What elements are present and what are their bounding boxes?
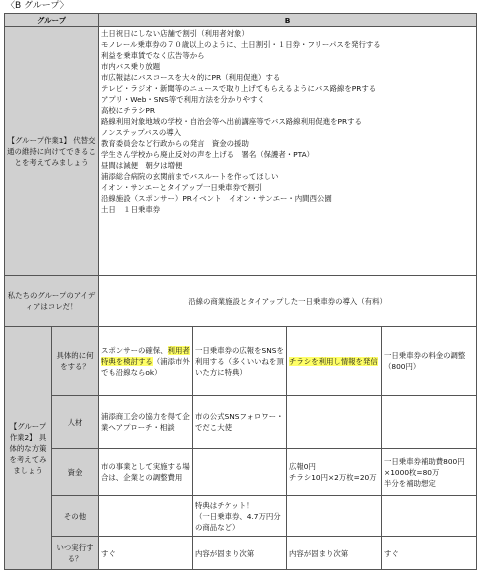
- what-cell-3: [287, 327, 382, 396]
- header-group-name: B: [99, 14, 477, 27]
- task1-item: テレビ・ラジオ・新聞等のニュースで取り上げてもらえるようにバス路線をPRする: [101, 84, 377, 93]
- what-cell-4: 一日乗車券の料金の調整（800円）: [382, 327, 477, 396]
- header-row: [5, 14, 477, 27]
- task2-row-what: [5, 327, 477, 396]
- task2-row-when: [5, 537, 477, 570]
- task1-item: 市内バス乗り放題: [101, 62, 161, 71]
- task1-item: 沿線施設（スポンサー）PRイベント イオン・サンエー・内間西公園: [101, 194, 332, 203]
- task1-item: 土日祝日にしない店舗で割引（利用者対象）: [101, 29, 249, 38]
- other-cell-3: [287, 496, 382, 537]
- what-cell-3-highlight: チラシを利用し情報を発信: [289, 356, 378, 366]
- row-label-when: いつ実行する？: [52, 537, 99, 570]
- task1-item: 浦添総合病院の玄関前までバスルートを作ってほしい: [101, 172, 279, 181]
- other-cell-4: [382, 496, 477, 537]
- task1-item: 昼間は減便 朝夕は増便: [101, 161, 183, 170]
- other-cell-2: 特典はチケット！ （一日乗車券、4.7万円分の商品など）: [193, 496, 287, 537]
- task2-row-other: [5, 496, 477, 537]
- people-cell-3: [287, 396, 382, 449]
- task1-item: 学生さん学校から廃止反対の声を上げる 署名（保護者・PTA）: [101, 150, 315, 159]
- task1-label: 【グループ作業1】 代替交通の維持に向けてできることを考えてみましょう: [5, 27, 99, 276]
- other-cell-1: [99, 496, 193, 537]
- funds-cell-4: 一日乗車券補助費800円×1000枚=80万 半分を補助想定: [382, 449, 477, 496]
- row-label-people: 人材: [52, 396, 99, 449]
- task1-item: 教育委員会など行政からの発言 資金の援助: [101, 139, 249, 148]
- task1-item: 路線利用対象地域の学校・自治会等へ出前講座等でバス路線利用促進をPRする: [101, 117, 362, 126]
- task1-item: アプリ・Web・SNS等で利用方法を分かりやすく: [101, 95, 265, 104]
- task1-item: モノレール乗車券の７０歳以上のように、土日割引・１日券・フリーパスを発行する: [101, 40, 381, 49]
- header-group-label: グループ: [5, 14, 99, 27]
- task1-item: ノンステップバスの導入: [101, 128, 182, 137]
- what-cell-2: 一日乗車券の広報をSNSを利用する（多くいいねを頂いた方に特典）: [193, 327, 287, 396]
- what-cell-1-highlight: 利用者特典を検討する: [101, 345, 190, 366]
- when-cell-2: 内容が固まり次第: [193, 537, 287, 570]
- people-cell-4: [382, 396, 477, 449]
- row-label-what: 具体的に何をする？: [52, 327, 99, 396]
- group-b-table: [4, 13, 477, 570]
- task1-item: 市広報誌にバスコースを大々的にPR（利用促進）する: [101, 73, 281, 82]
- idea-text: 沿線の商業施設とタイアップした一日乗車券の導入（有料）: [99, 276, 477, 327]
- task2-label: 【グループ作業2】 具体的な方策を考えてみましょう: [5, 327, 52, 570]
- task2-row-people: [5, 396, 477, 449]
- when-cell-3: 内容が固まり次第: [287, 537, 382, 570]
- idea-row: [5, 276, 477, 327]
- task1-item: 土日 １日乗車券: [101, 205, 161, 214]
- task1-item: 利益を乗車賃でなく広告等から: [101, 51, 205, 60]
- task1-item: イオン・サンエーとタイアップ一日乗車券で割引: [101, 183, 263, 192]
- funds-cell-1: 市の事業として実施する場合は、企業との調整費用: [99, 449, 193, 496]
- people-cell-1: 浦添商工会の協力を得て企業へアプローチ・相談: [99, 396, 193, 449]
- idea-label: 私たちのグループのアイディアはコレだ！: [5, 276, 99, 327]
- what-cell-1: [99, 327, 193, 396]
- funds-cell-3: 広報0円 チラシ10円×2万枚=20万: [287, 449, 382, 496]
- task1-row: [5, 27, 477, 276]
- people-cell-2: 市の公式SNSフォロワー・でだこ大使: [193, 396, 287, 449]
- section-caption: 〈B グループ〉: [6, 1, 69, 11]
- task2-row-funds: [5, 449, 477, 496]
- row-label-funds: 資金: [52, 449, 99, 496]
- when-cell-1: すぐ: [99, 537, 193, 570]
- what-cell-1-pre: スポンサーの確保、: [101, 345, 168, 355]
- funds-cell-2: [193, 449, 287, 496]
- task1-list: [99, 27, 477, 276]
- task1-item: 高校にチラシPR: [101, 106, 155, 115]
- when-cell-4: すぐ: [382, 537, 477, 570]
- what-cell-1-post: （浦添市外でも沿線ならok）: [101, 356, 190, 377]
- row-label-other: その他: [52, 496, 99, 537]
